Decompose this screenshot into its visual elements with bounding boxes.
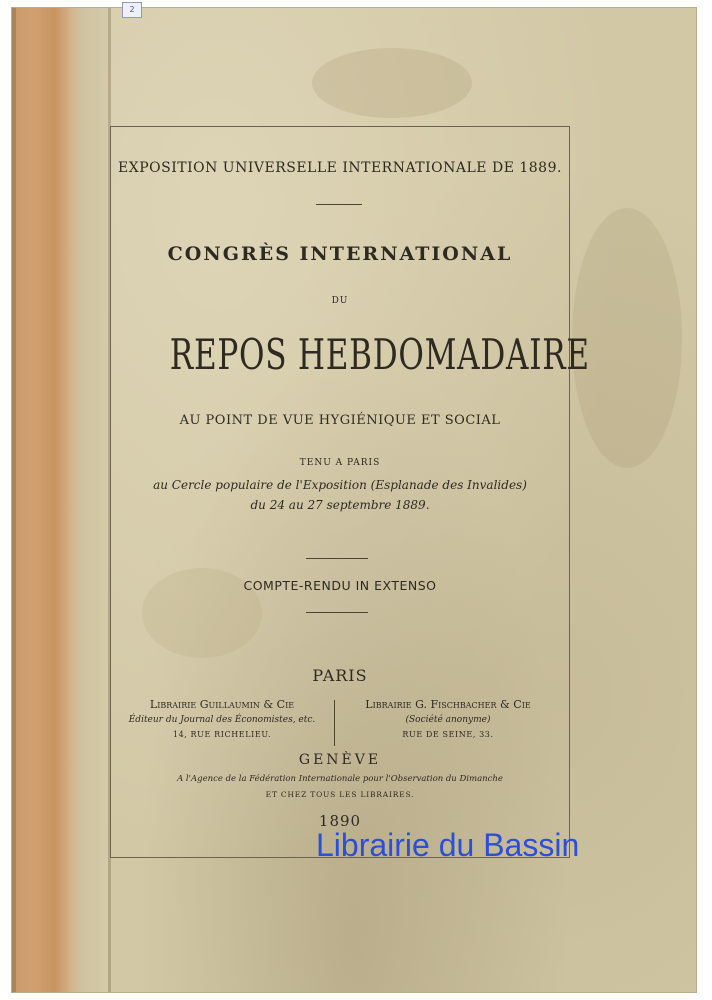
- dates-text: du 24 au 27 septembre 1889.: [250, 498, 430, 512]
- paper-stain: [312, 48, 472, 118]
- publisher-left-role: Éditeur du Journal des Économistes, etc.: [128, 715, 316, 725]
- seller-watermark: Librairie du Bassin: [316, 827, 580, 863]
- divider-rule: [306, 558, 368, 559]
- city-geneve: GENÈVE: [298, 752, 382, 768]
- city-paris: PARIS: [312, 666, 368, 685]
- agence-text: A l'Agence de la Fédération Internationale pour l'Observation du Dimanche: [177, 774, 503, 784]
- publisher-left: [112, 698, 332, 739]
- divider-rule: [306, 612, 368, 613]
- subtitle: AU POINT DE VUE HYGIÉNIQUE ET SOCIAL: [179, 413, 501, 428]
- location-text: au Cercle populaire de l'Exposition (Esplanade des Invalides): [153, 478, 527, 492]
- divider-rule: [316, 204, 362, 205]
- publisher-left-address: 14, RUE RICHELIEU.: [172, 730, 272, 739]
- chez-text: ET CHEZ TOUS LES LIBRAIRES.: [265, 790, 415, 799]
- compte-rendu-text: COMPTE-RENDU IN EXTENSO: [243, 578, 437, 593]
- publisher-right-name: Librairie G. Fischbacher & Cie: [365, 698, 531, 711]
- shelf-mark-label: 2: [122, 2, 142, 18]
- spine-edge: [12, 8, 16, 992]
- du-text: DU: [331, 296, 349, 306]
- congres-heading: CONGRÈS INTERNATIONAL: [167, 243, 513, 265]
- tenu-text: TENU A PARIS: [299, 458, 381, 468]
- publisher-right-role: (Société anonyme): [405, 715, 491, 725]
- exposition-heading: EXPOSITION UNIVERSELLE INTERNATIONALE DE 1889.: [118, 160, 562, 176]
- publisher-divider: [334, 700, 335, 746]
- publication-year: 1890: [318, 812, 362, 830]
- book-spine: [12, 8, 108, 992]
- publisher-left-name: Librairie Guillaumin & Cie: [149, 698, 295, 711]
- publisher-right: [338, 698, 558, 739]
- title-frame: [110, 126, 590, 858]
- main-title: REPOS HEBDOMADAIRE: [169, 330, 590, 379]
- publisher-right-address: RUE DE SEINE, 33.: [402, 730, 494, 739]
